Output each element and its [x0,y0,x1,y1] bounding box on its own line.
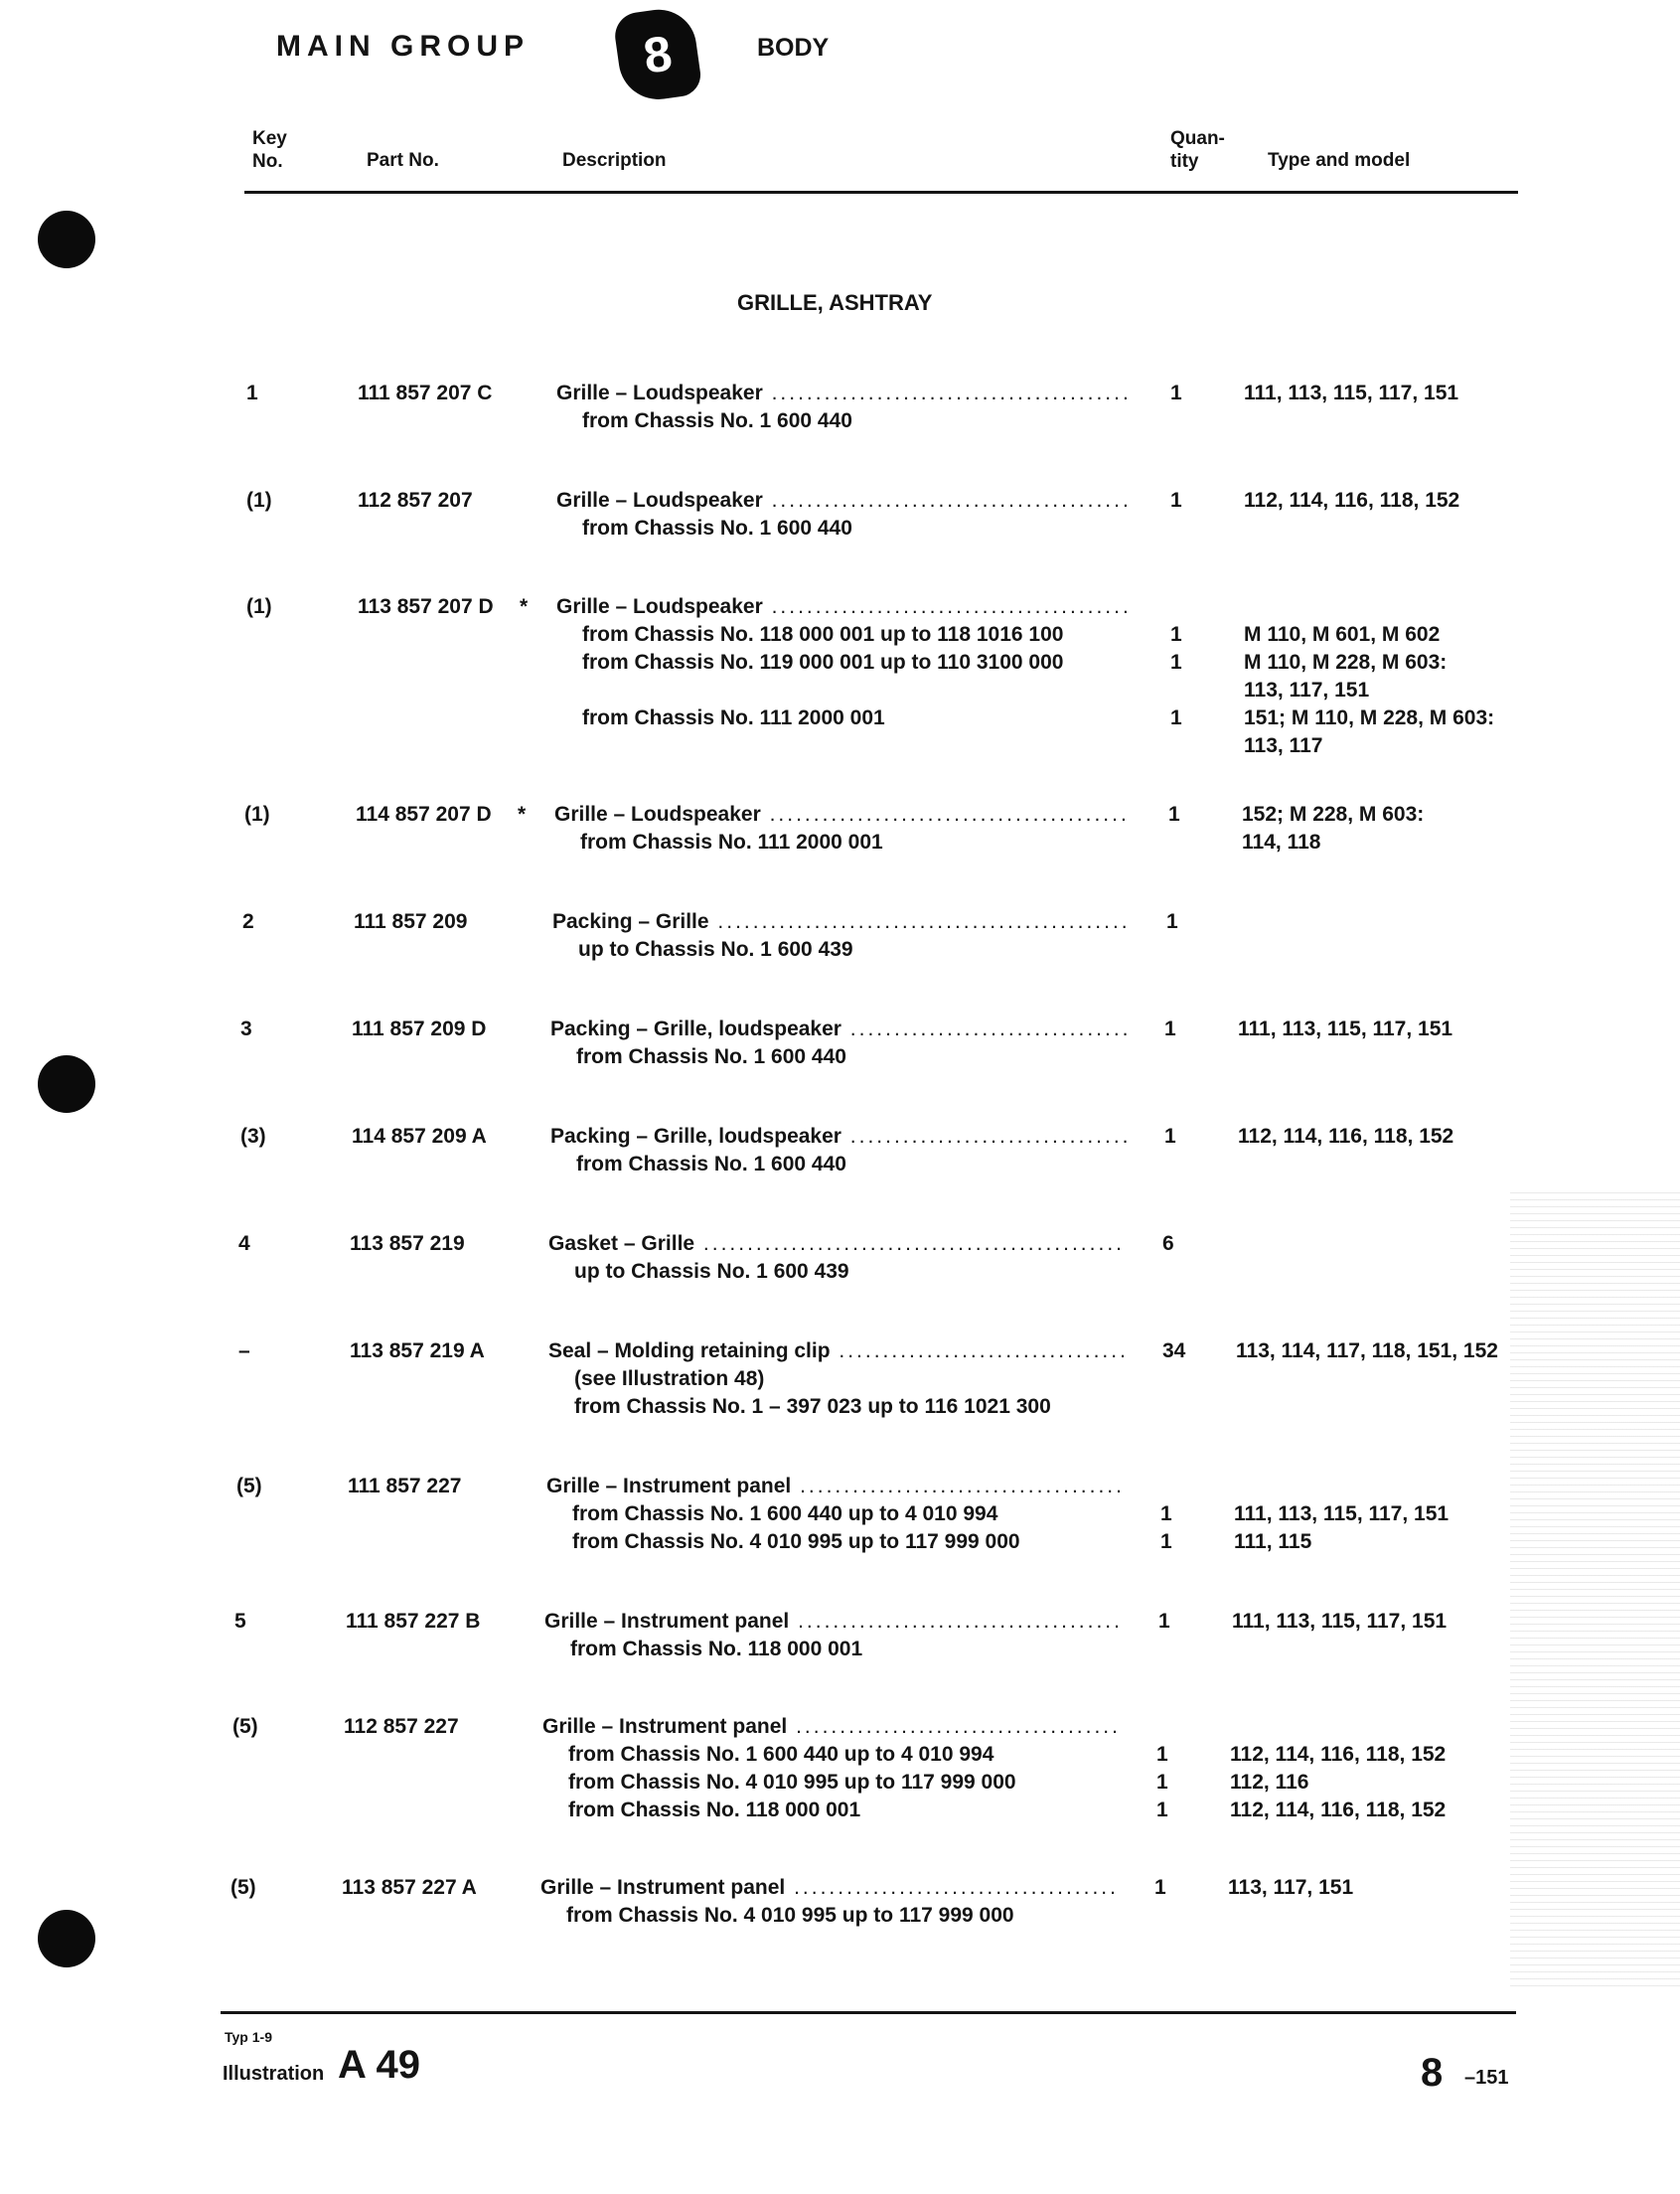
quantity: 1 [1166,910,1178,933]
group-number-badge: 8 [612,5,703,104]
quantity: 1 [1170,623,1182,646]
quantity: 1 [1164,1018,1176,1040]
entry-line [234,1636,1427,1663]
new-part-star: * [520,595,529,618]
type-model: 112, 114, 116, 118, 152 [1238,1125,1454,1148]
entry-line [246,705,1495,757]
key-number: (1) [246,595,272,618]
key-number: (3) [240,1125,266,1148]
quantity: 1 [1156,1771,1168,1794]
key-number: 4 [238,1232,250,1255]
chassis-range: from Chassis No. 1 600 440 up to 4 010 994 [572,1502,998,1525]
part-number: 111 857 209 [354,910,468,933]
quantity: 34 [1162,1339,1186,1362]
chassis-range: from Chassis No. 1 600 440 [576,1153,846,1175]
quantity: 1 [1170,651,1182,674]
entry-line [246,649,1448,702]
type-model: 113, 117, 151 [1228,1876,1354,1899]
entry-line [246,487,1460,515]
part-description: Packing – Grille, loudspeaker ..... [550,1016,1127,1043]
part-description: Gasket – Grille ..... [548,1230,1125,1258]
entry-line [232,1741,1447,1769]
type-model: 112, 114, 116, 118, 152 [1230,1743,1447,1766]
type-model: 111, 113, 115, 117, 151 [1244,382,1459,404]
main-group-heading: MAIN GROUP [276,30,530,63]
entry-line [236,1500,1450,1528]
type-range: Typ 1-9 [225,2029,272,2045]
quantity: 1 [1170,382,1182,404]
part-number: 111 857 207 C [358,382,493,404]
type-model: 112, 114, 116, 118, 152 [1230,1799,1447,1821]
quantity: 1 [1164,1125,1176,1148]
part-description: Packing – Grille, loudspeaker ..... [550,1123,1127,1151]
key-number: – [238,1339,250,1362]
quantity: 1 [1158,1610,1170,1633]
entry-line [246,407,1439,435]
part-number: 113 857 227 A [342,1876,477,1899]
chassis-range: (see Illustration 48) [574,1367,765,1390]
chassis-range: from Chassis No. 4 010 995 up to 117 999 000 [566,1904,1014,1927]
part-number: 113 857 219 A [350,1339,485,1362]
footer-rule [221,2011,1516,2014]
quantity: 1 [1168,803,1180,826]
part-number: 112 857 227 [344,1715,459,1738]
entry-line [246,677,1439,705]
part-number: 111 857 227 B [346,1610,481,1633]
type-model: 111, 115 [1234,1530,1312,1553]
chassis-range: from Chassis No. 4 010 995 up to 117 999 000 [572,1530,1020,1553]
key-number: (1) [244,803,270,826]
illustration-label: Illustration [223,2063,325,2085]
column-header-quantity: Quan- tity [1170,128,1225,172]
entry-line [238,1337,1498,1365]
illustration-number: A 49 [338,2043,421,2087]
type-model: 113, 114, 117, 118, 151, 152 [1236,1339,1498,1362]
chassis-range: from Chassis No. 118 000 001 [568,1799,861,1821]
part-number: 114 857 209 A [352,1125,487,1148]
quantity: 1 [1156,1799,1168,1821]
chassis-range: from Chassis No. 111 2000 001 [582,706,885,729]
part-description: Grille – Loudspeaker ..... [554,801,1131,829]
chassis-range: from Chassis No. 111 2000 001 [580,831,883,854]
key-number: (1) [246,489,272,512]
entry-line [242,908,1435,936]
page-subnumber: –151 [1464,2067,1509,2089]
key-number: 2 [242,910,254,933]
entry-line [246,593,1439,621]
key-number: (5) [230,1876,256,1899]
entry-line [242,936,1435,964]
key-number: (5) [232,1715,258,1738]
group-title: BODY [757,34,830,62]
chassis-range: from Chassis No. 1 600 440 [582,517,852,540]
part-number: 113 857 207 D [358,595,494,618]
type-model: 112, 114, 116, 118, 152 [1244,489,1460,512]
type-model: 111, 113, 115, 117, 151 [1234,1502,1450,1525]
type-model: 152; M 228, M 603: 114, 118 [1242,803,1425,854]
entry-line [240,1016,1453,1043]
part-number: 114 857 207 D [356,803,492,826]
chassis-range: from Chassis No. 1 600 440 up to 4 010 994 [568,1743,994,1766]
entry-line [240,1043,1433,1071]
entry-line [246,515,1439,543]
part-description: Grille – Instrument panel ..... [544,1608,1121,1636]
column-header-type-model: Type and model [1268,150,1411,171]
entry-line [236,1473,1429,1500]
quantity: 6 [1162,1232,1174,1255]
entry-line [246,621,1439,649]
entry-line [238,1230,1431,1258]
header-rule [244,191,1518,194]
entry-line [230,1874,1423,1902]
key-number: 5 [234,1610,246,1633]
part-description: Grille – Instrument panel ..... [542,1713,1119,1741]
type-model: M 110, M 601, M 602 [1244,623,1441,646]
key-number: 1 [246,382,258,404]
quantity: 1 [1160,1502,1172,1525]
chassis-range: from Chassis No. 1 600 440 [576,1045,846,1068]
entry-line [240,1151,1433,1178]
entry-line [230,1902,1423,1930]
punch-hole-top [38,211,95,268]
key-number: (5) [236,1475,262,1497]
entry-line [238,1365,1431,1393]
entry-line [232,1713,1425,1741]
part-description: Packing – Grille ..... [552,908,1129,936]
scan-noise [1510,1192,1680,1987]
section-title: GRILLE, ASHTRAY [737,290,933,315]
entry-line [232,1769,1425,1797]
entry-line [234,1608,1448,1636]
entry-line [232,1797,1447,1824]
entry-line [236,1528,1429,1556]
quantity: 1 [1170,489,1182,512]
part-description: Seal – Molding retaining clip ..... [548,1337,1125,1365]
part-number: 111 857 227 [348,1475,462,1497]
entry-line [240,1123,1454,1151]
part-number: 111 857 209 D [352,1018,487,1040]
column-header-key: Key No. [252,128,287,172]
key-number: 3 [240,1018,252,1040]
chassis-range: from Chassis No. 4 010 995 up to 117 999 000 [568,1771,1016,1794]
punch-hole-middle [38,1055,95,1113]
new-part-star: * [518,803,527,826]
entry-line [238,1258,1431,1286]
page-number: 8 [1421,2051,1444,2095]
punch-hole-bottom [38,1910,95,1967]
type-model: 112, 116 [1230,1771,1309,1794]
part-description: Grille – Instrument panel ..... [540,1874,1117,1902]
type-model: 111, 113, 115, 117, 151 [1232,1610,1448,1633]
chassis-range: from Chassis No. 119 000 001 up to 110 3100 000 [582,651,1064,674]
chassis-range: from Chassis No. 1 – 397 023 up to 116 1021 300 [574,1395,1051,1418]
type-model: 151; M 110, M 228, M 603: 113, 117 [1244,706,1495,757]
chassis-range: up to Chassis No. 1 600 439 [578,938,853,961]
chassis-range: from Chassis No. 118 000 001 up to 118 1016 100 [582,623,1064,646]
part-description: Grille – Loudspeaker ..... [556,593,1133,621]
part-description: Grille – Loudspeaker ..... [556,487,1133,515]
column-header-description: Description [562,150,667,171]
part-description: Grille – Instrument panel ..... [546,1473,1123,1500]
column-header-part-no: Part No. [367,150,439,171]
quantity: 1 [1154,1876,1166,1899]
entry-line [244,829,1437,857]
quantity: 1 [1156,1743,1168,1766]
quantity: 1 [1160,1530,1172,1553]
chassis-range: from Chassis No. 118 000 001 [570,1638,863,1660]
entry-line [246,380,1459,407]
type-model: M 110, M 228, M 603: 113, 117, 151 [1244,651,1448,702]
part-number: 113 857 219 [350,1232,465,1255]
entry-line [238,1393,1431,1421]
part-description: Grille – Loudspeaker ..... [556,380,1133,407]
type-model: 111, 113, 115, 117, 151 [1238,1018,1453,1040]
chassis-range: from Chassis No. 1 600 440 [582,409,852,432]
part-number: 112 857 207 [358,489,473,512]
chassis-range: up to Chassis No. 1 600 439 [574,1260,849,1283]
quantity: 1 [1170,706,1182,729]
